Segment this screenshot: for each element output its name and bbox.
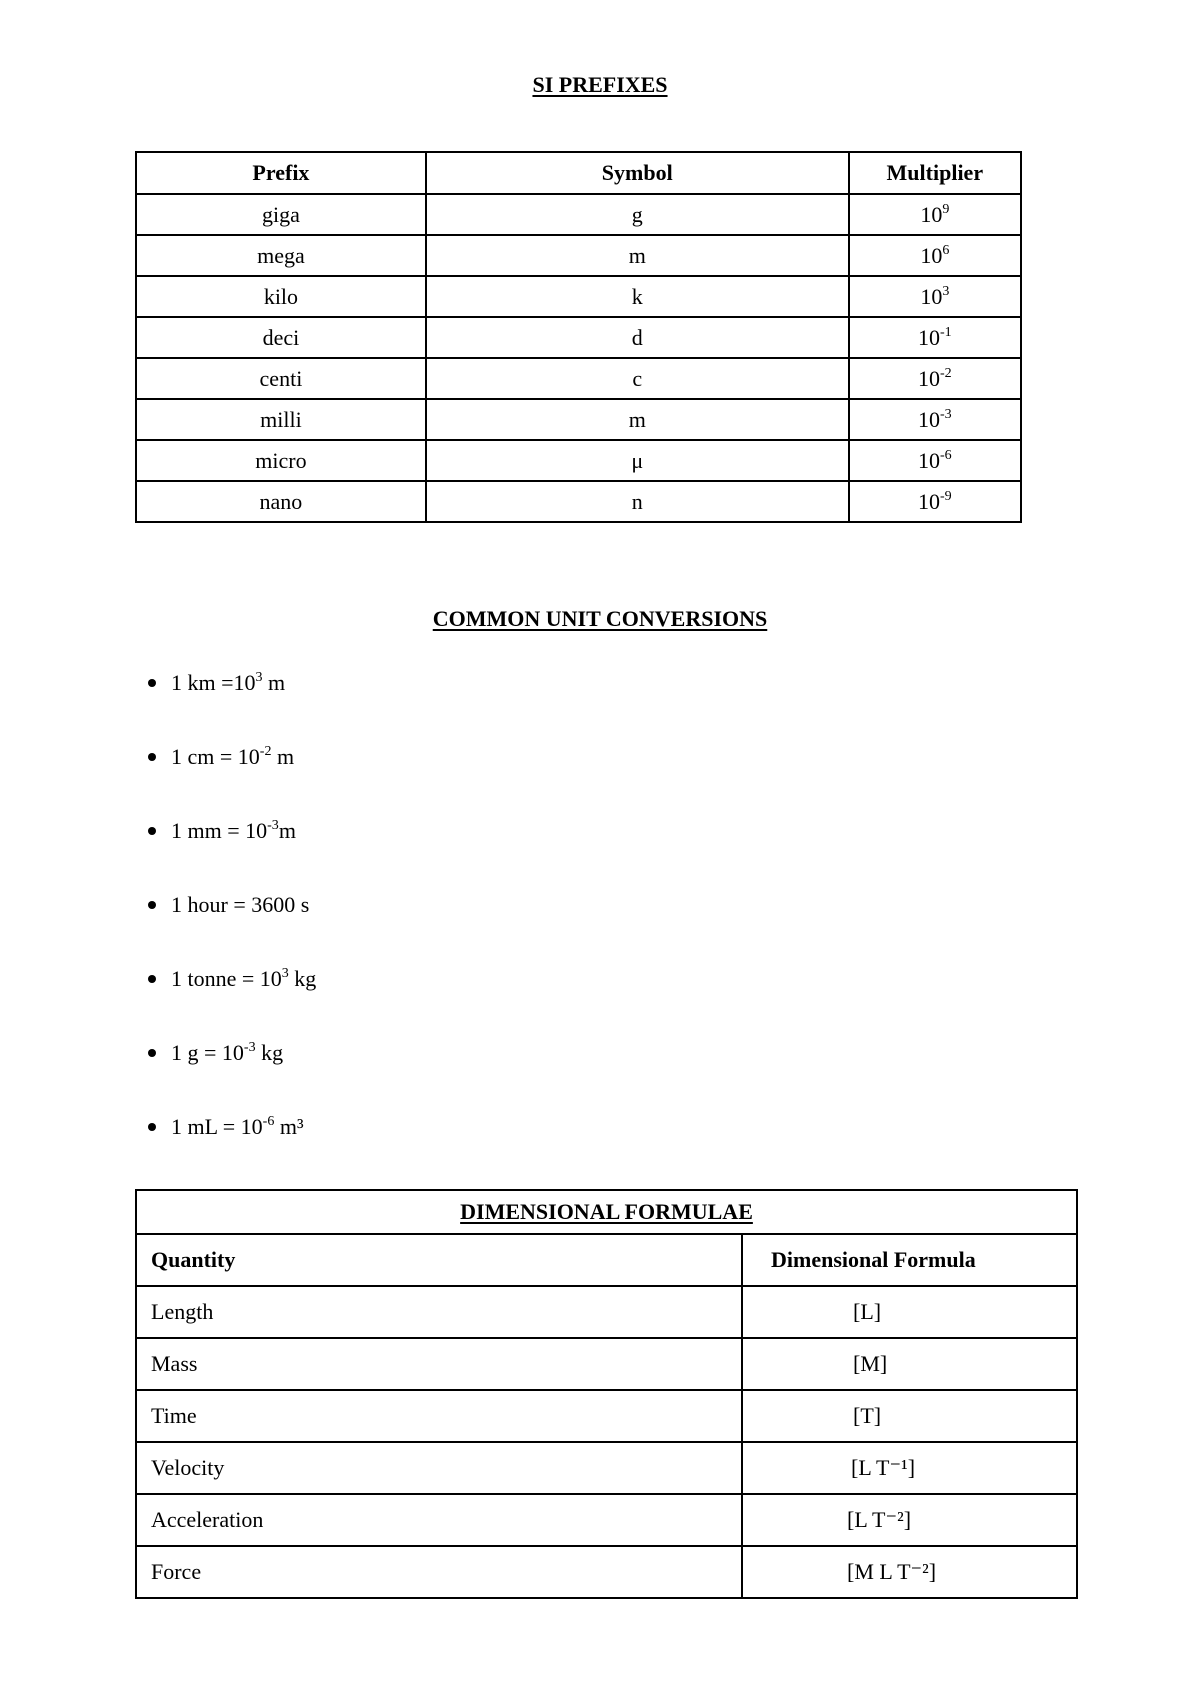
formula-text: [L T⁻¹] xyxy=(851,1455,916,1480)
conversion-exponent: 3 xyxy=(255,670,263,685)
table-row xyxy=(136,399,1021,440)
list-item xyxy=(0,1116,316,1190)
table-row xyxy=(136,481,1021,522)
quantity-cell: Length xyxy=(136,1286,742,1338)
multiplier-base: 10 xyxy=(920,242,943,268)
symbol-cell: m xyxy=(426,235,849,276)
table-row xyxy=(136,317,1021,358)
prefix-cell: giga xyxy=(136,194,426,235)
multiplier-cell xyxy=(849,358,1021,399)
table-row xyxy=(136,194,1021,235)
list-item xyxy=(0,1042,316,1116)
list-item xyxy=(0,894,316,968)
formula-text: [M L T⁻²] xyxy=(847,1559,937,1584)
conversion-exponent: -6 xyxy=(262,1114,275,1129)
table-row xyxy=(136,1494,1077,1546)
formula-cell xyxy=(742,1494,1077,1546)
bullet-icon xyxy=(148,975,156,983)
conversion-text: 1 mm = 10 xyxy=(171,818,268,843)
multiplier-cell xyxy=(849,276,1021,317)
symbol-cell: n xyxy=(426,481,849,522)
dimensional-formulae-table xyxy=(135,1189,1078,1599)
table-row xyxy=(136,1546,1077,1598)
conversion-text: 1 g = 10 xyxy=(171,1040,244,1065)
bullet-icon xyxy=(148,827,156,835)
formula-cell xyxy=(742,1286,1077,1338)
prefix-column-header: Prefix xyxy=(136,152,426,194)
conversion-text: 1 km =10 xyxy=(171,670,256,695)
conversion-unit: m xyxy=(278,818,296,843)
multiplier-exponent: -2 xyxy=(939,365,952,381)
multiplier-cell xyxy=(849,440,1021,481)
multiplier-base: 10 xyxy=(917,324,940,350)
multiplier-exponent: 9 xyxy=(942,201,950,217)
quantity-cell: Acceleration xyxy=(136,1494,742,1546)
symbol-cell: c xyxy=(426,358,849,399)
table-row xyxy=(136,1286,1077,1338)
multiplier-cell xyxy=(849,399,1021,440)
conversion-text: 1 cm = 10 xyxy=(171,744,260,769)
prefix-cell: micro xyxy=(136,440,426,481)
symbol-cell: g xyxy=(426,194,849,235)
conversion-unit: kg xyxy=(288,966,317,991)
quantity-cell: Mass xyxy=(136,1338,742,1390)
formula-text: [M] xyxy=(853,1351,888,1376)
table-header-row xyxy=(136,152,1021,194)
conversion-exponent: 3 xyxy=(281,966,289,981)
symbol-cell: d xyxy=(426,317,849,358)
conversion-text: 1 hour = 3600 s xyxy=(171,892,310,917)
table-row xyxy=(136,235,1021,276)
formula-text: [T] xyxy=(853,1403,882,1428)
conversion-exponent: -3 xyxy=(243,1040,256,1055)
formula-cell xyxy=(742,1546,1077,1598)
formula-cell xyxy=(742,1442,1077,1494)
si-prefixes-table xyxy=(135,151,1022,523)
bullet-icon xyxy=(148,679,156,687)
list-item xyxy=(0,820,316,894)
conversion-unit: m³ xyxy=(274,1114,304,1139)
bullet-icon xyxy=(148,901,156,909)
conversion-exponent: -3 xyxy=(267,818,279,833)
conversion-exponent: -2 xyxy=(259,744,272,759)
multiplier-base: 10 xyxy=(920,283,943,309)
table-row xyxy=(136,358,1021,399)
multiplier-exponent: 3 xyxy=(942,283,950,299)
prefix-cell: mega xyxy=(136,235,426,276)
prefix-cell: nano xyxy=(136,481,426,522)
symbol-cell: m xyxy=(426,399,849,440)
dimensional-formulae-title: DIMENSIONAL FORMULAE xyxy=(136,1190,1077,1234)
multiplier-cell xyxy=(849,194,1021,235)
unit-conversions-list xyxy=(0,672,316,1190)
multiplier-exponent: -3 xyxy=(939,406,952,422)
table-row xyxy=(136,1442,1077,1494)
prefix-cell: milli xyxy=(136,399,426,440)
multiplier-cell xyxy=(849,235,1021,276)
quantity-cell: Time xyxy=(136,1390,742,1442)
list-item xyxy=(0,672,316,746)
formula-cell xyxy=(742,1338,1077,1390)
prefix-cell: centi xyxy=(136,358,426,399)
multiplier-exponent: 6 xyxy=(942,242,950,258)
bullet-icon xyxy=(148,753,156,761)
conversion-text: 1 mL = 10 xyxy=(171,1114,263,1139)
conversion-unit: kg xyxy=(255,1040,284,1065)
table-row xyxy=(136,276,1021,317)
table-title-row xyxy=(136,1190,1077,1234)
quantity-cell: Force xyxy=(136,1546,742,1598)
conversion-unit: m xyxy=(271,744,295,769)
formula-text: [L] xyxy=(853,1299,882,1324)
prefix-cell: deci xyxy=(136,317,426,358)
table-row xyxy=(136,440,1021,481)
multiplier-base: 10 xyxy=(917,447,940,473)
conversion-text: 1 tonne = 10 xyxy=(171,966,282,991)
symbol-cell: μ xyxy=(426,440,849,481)
unit-conversions-title: COMMON UNIT CONVERSIONS xyxy=(432,606,768,631)
multiplier-cell xyxy=(849,317,1021,358)
bullet-icon xyxy=(148,1049,156,1057)
formula-text: [L T⁻²] xyxy=(847,1507,912,1532)
table-row xyxy=(136,1390,1077,1442)
si-prefixes-title: SI PREFIXES xyxy=(532,72,668,97)
symbol-cell: k xyxy=(426,276,849,317)
multiplier-base: 10 xyxy=(917,488,940,514)
multiplier-base: 10 xyxy=(920,201,943,227)
multiplier-column-header: Multiplier xyxy=(849,152,1021,194)
multiplier-cell xyxy=(849,481,1021,522)
multiplier-base: 10 xyxy=(917,365,940,391)
bullet-icon xyxy=(148,1123,156,1131)
symbol-column-header: Symbol xyxy=(426,152,849,194)
formula-cell xyxy=(742,1390,1077,1442)
table-header-row xyxy=(136,1234,1077,1286)
prefix-cell: kilo xyxy=(136,276,426,317)
table-row xyxy=(136,1338,1077,1390)
formula-column-header: Dimensional Formula xyxy=(742,1234,1077,1286)
quantity-column-header: Quantity xyxy=(136,1234,742,1286)
list-item xyxy=(0,968,316,1042)
multiplier-exponent: -6 xyxy=(939,447,952,463)
multiplier-exponent: -9 xyxy=(939,488,952,504)
conversion-unit: m xyxy=(262,670,286,695)
list-item xyxy=(0,746,316,820)
multiplier-exponent: -1 xyxy=(939,324,952,340)
multiplier-base: 10 xyxy=(917,406,940,432)
quantity-cell: Velocity xyxy=(136,1442,742,1494)
